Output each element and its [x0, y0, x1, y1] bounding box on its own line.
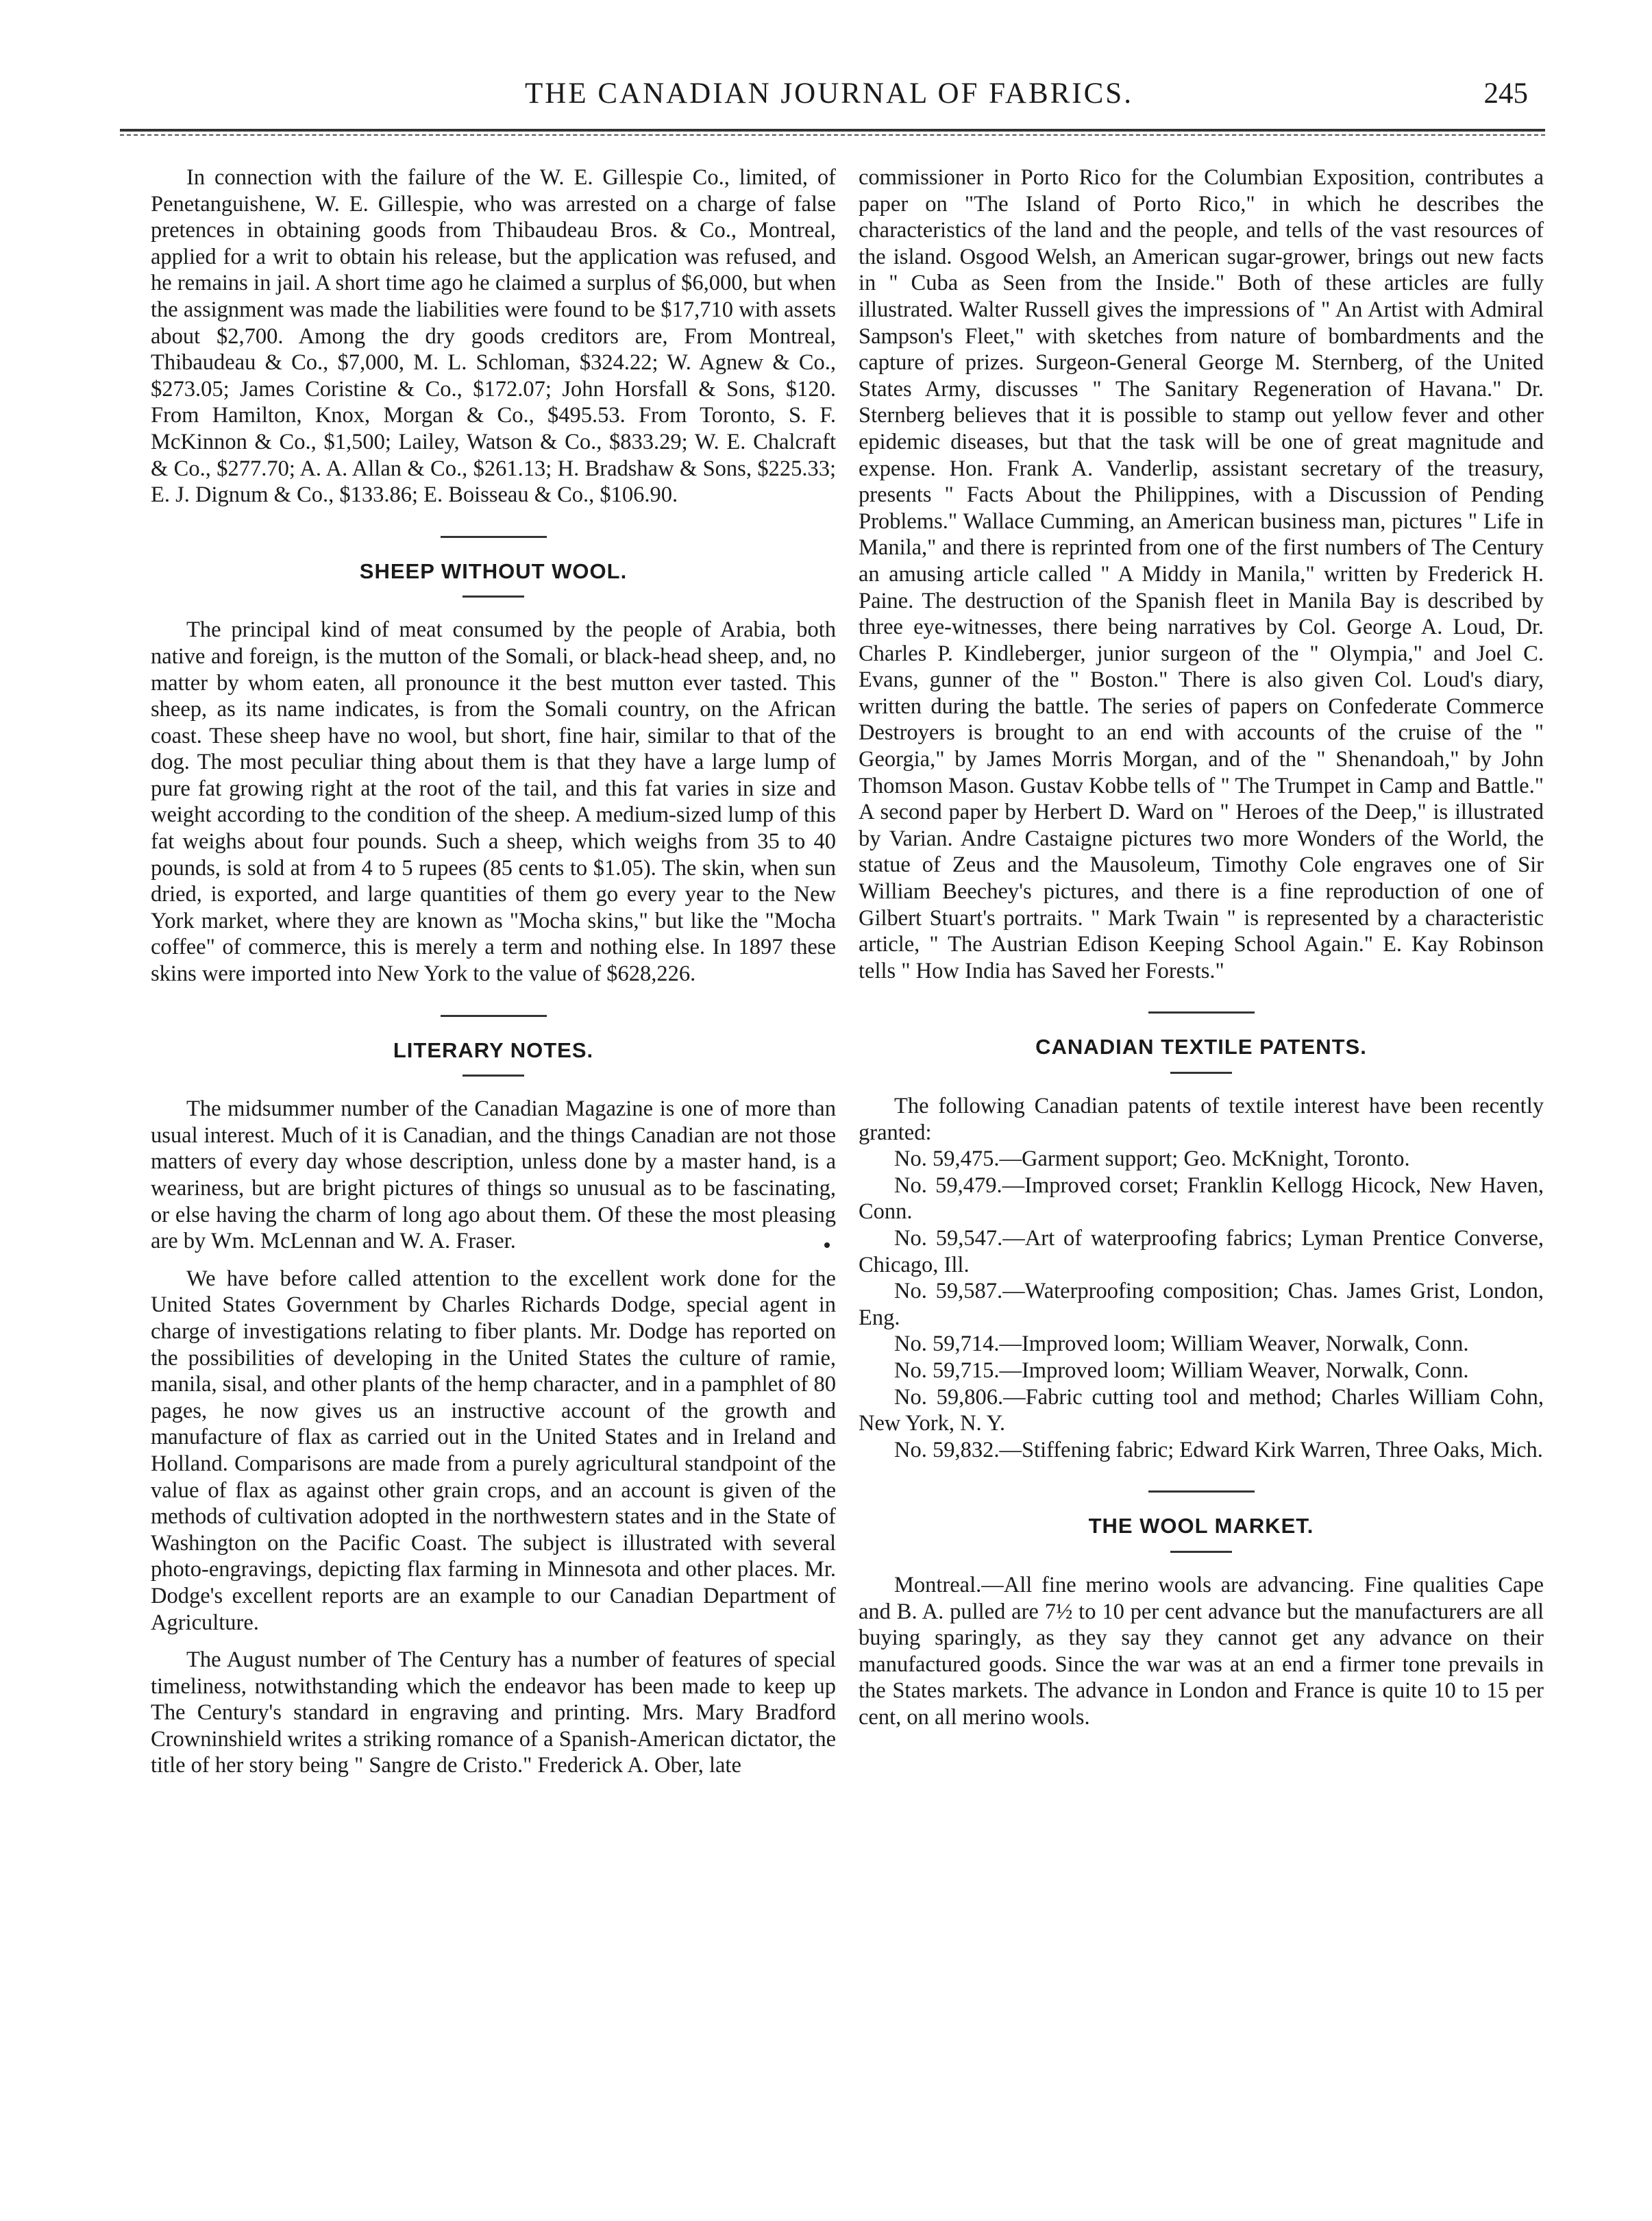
sheep-paragraph: The principal kind of meat consumed by the people of Arabia, both native and foreign, is the mutton of the Somali, or black-head sheep, and, no matter by whom eaten, all pronounce it the best mutton ever tasted. This sheep, as its name indicates, is from the Somali country, on the African coast. These sheep have no wool, but short, fine hair, similar to that of the dog. The most peculiar thing about them is that they have a large lump of pure fat growing right at the root of the tail, and this fat varies in size and weight according to the condition of the sheep. A medium-sized lump of this fat weighs about four pounds. Such a sheep, which weighs from 35 to 40 pounds, is sold at from 4 to 5 rupees (85 cents to $1.05). The skin, when sun dried, is exported, and large quantities of them go every year to the New York market, where they are known as "Mocha skins," but like the "Mocha coffee" of commerce, this is merely a term and nothing else. In 1897 these skins were imported into New York to the value of $628,226. [151, 617, 836, 987]
section-divider [1148, 1011, 1255, 1014]
literary-paragraph-3: The August number of The Century has a number of features of special timeliness, notwithstanding which the endeavor has been made to keep up The Century's standard in engraving and printing. Mrs. Mary Bradford Crowninshield writes a striking romance of a Spanish-American dictator, the title of her story being " Sangre de Cristo." Frederick A. Ober, late [151, 1647, 836, 1778]
patent-item: No. 59,475.—Garment support; Geo. McKnight, Toronto. [894, 1146, 1410, 1172]
heading-rule [463, 1075, 524, 1077]
wool-paragraph: Montreal.—All fine merino wools are advancing. Fine qualities Cape and B. A. pulled are 7½ to 10 per cent advance but the manufacturers are all buying sparingly, as they say they cannot get any advance on their manufactured goods. Since the war was at an end a firmer tone prevails in the States markets. The advance in London and France is quite 10 to 15 per cent, on all merino wools. [859, 1572, 1544, 1730]
literary-paragraph-1: The midsummer number of the Canadian Magazine is one of more than usual interest. Much of it is Canadian, and the things Canadian are not those matters of every day whose description, unless done by a master hand, is a weariness, but are bright pictures of things so unusual as to be fascinating, or else having the charm of long ago about them. Of these the most pleasing are by Wm. McLennan and W. A. Fraser. [151, 1096, 836, 1254]
patent-item: No. 59,479.—Improved corset; Franklin Kellogg Hicock, New Haven, Conn. [859, 1173, 1544, 1225]
patents-intro: The following Canadian patents of textile interest have been recently granted: [859, 1094, 1544, 1145]
literary-heading: LITERARY NOTES. [393, 1038, 594, 1062]
running-title: THE CANADIAN JOURNAL OF FABRICS. [525, 77, 1133, 110]
header-rule [120, 129, 1545, 132]
patent-item: No. 59,547.—Art of waterproofing fabrics; Lyman Prentice Converse, Chicago, Ill. [859, 1225, 1544, 1277]
patent-item: No. 59,714.—Improved loom; William Weaver, Norwalk, Conn. [894, 1332, 1469, 1357]
sheep-heading: SHEEP WITHOUT WOOL. [359, 559, 628, 583]
patent-item: No. 59,715.—Improved loom; William Weaver, Norwalk, Conn. [894, 1358, 1469, 1383]
patent-item: No. 59,587.—Waterproofing composition; Chas. James Grist, London, Eng. [859, 1279, 1544, 1330]
right-column [859, 164, 1544, 1730]
section-divider [441, 1015, 547, 1017]
patent-item: No. 59,806.—Fabric cutting tool and method; Charles William Cohn, New York, N. Y. [859, 1384, 1544, 1436]
section-divider [1148, 1490, 1255, 1493]
header-rule-dashed [120, 134, 1545, 136]
left-column [151, 164, 836, 1779]
heading-rule [463, 596, 524, 598]
wool-heading: THE WOOL MARKET. [1088, 1514, 1314, 1538]
column-dot [824, 1242, 830, 1248]
page-number: 245 [1483, 77, 1528, 110]
literary-paragraph-2: We have before called attention to the excellent work done for the United States Government by Charles Richards Dodge, special agent in charge of investigations relating to fiber plants. Mr. Dodge has reported on the possibilities of developing in the United States the culture of ramie, manila, sisal, and other plants of the hemp character, and in a pamphlet of 80 pages, he now gives us an instructive account of the growth and manufacture of flax as carried out in the United States and in Ireland and Holland. Comparisons are made from a purely agricultural standpoint of the value of flax as against other grain crops, and an account is given of the methods of cultivation adopted in the northwestern states and in the State of Washington on the Pacific Coast. The subject is illustrated with several photo-engravings, depicting flax farming in Minnesota and other places. Mr. Dodge's excellent reports are an example to our Canadian Department of Agriculture. [151, 1266, 836, 1635]
century-continuation: commissioner in Porto Rico for the Columbian Exposition, contributes a paper on "The Island of Porto Rico," in which he describes the characteristics of the land and the people, and tells of the vast resources of the island. Osgood Welsh, an American sugar-grower, brings out new facts in " Cuba as Seen from the Inside." Both of these articles are fully illustrated. Walter Russell gives the impressions of " An Artist with Admiral Sampson's Fleet," with sketches from nature of bombardments and the capture of prizes. Surgeon-General George M. Sternberg, of the United States Army, discusses " The Sanitary Regeneration of Havana." Dr. Sternberg believes that it is possible to stamp out yellow fever and other epidemic diseases, but that the task will be one of great magnitude and expense. Hon. Frank A. Vanderlip, assistant secretary of the treasury, presents " Facts About the Philippines, with a Discussion of Pending Problems." Wallace Cumming, an American business man, pictures " Life in Manila," and there is reprinted from one of the first numbers of The Century an amusing article called " A Middy in Manila," written by Frederick H. Paine. The destruction of the Spanish fleet in Manila Bay is described by three eye-witnesses, there being narratives by Col. George A. Loud, Dr. Charles P. Kindleberger, junior surgeon of the " Olympia," and Joel C. Evans, gunner of the " Boston." There is also given Col. Loud's diary, written during the battle. The series of papers on Confederate Commerce Destroyers is brought to an end with accounts of the cruise of the " Georgia," by James Morris Morgan, and of the " Shenandoah," by John Thomson Mason. Gustav Kobbe tells of " The Trumpet in Camp and Battle." A second paper by Herbert D. Ward on " Heroes of the Deep," is illustrated by Varian. Andre Castaigne pictures two more Wonders of the World, the statue of Zeus and the Mausoleum, Timothy Cole engraves one of Sir William Beechey's pictures, and there is a fine reproduction of one of Gilbert Stuart's portraits. " Mark Twain " is represented by a characteristic article, " The Austrian Edison Keeping School Again." E. Kay Robinson tells " How India has Saved her Forests." [859, 165, 1544, 983]
section-divider [441, 536, 547, 538]
page-header [116, 77, 1542, 118]
patent-item: No. 59,832.—Stiffening fabric; Edward Kirk Warren, Three Oaks, Mich. [894, 1437, 1543, 1462]
patents-heading: CANADIAN TEXTILE PATENTS. [1035, 1035, 1367, 1059]
heading-rule [1170, 1551, 1232, 1553]
gillespie-paragraph: In connection with the failure of the W. E. Gillespie Co., limited, of Penetanguishene, W. E. Gillespie, who was arrested on a charge of false pretences in obtaining goods from Thibaudeau Bros. & Co., Montreal, applied for a writ to obtain his release, but the application was refused, and he remains in jail. A short time ago he claimed a surplus of $6,000, but when the assignment was made the liabilities were found to be $17,710 with assets about $2,700. Among the dry goods creditors are, From Montreal, Thibaudeau & Co., $7,000, M. L. Schloman, $324.22; W. Agnew & Co., $273.05; James Coristine & Co., $172.07; John Horsfall & Sons, $120. From Hamilton, Knox, Morgan & Co., $495.53. From Toronto, S. F. McKinnon & Co., $1,500; Lailey, Watson & Co., $833.29; W. E. Chalcraft & Co., $277.70; A. A. Allan & Co., $261.13; H. Bradshaw & Sons, $225.33; E. J. Dignum & Co., $133.86; E. Boisseau & Co., $106.90. [151, 165, 836, 508]
heading-rule [1170, 1072, 1232, 1074]
